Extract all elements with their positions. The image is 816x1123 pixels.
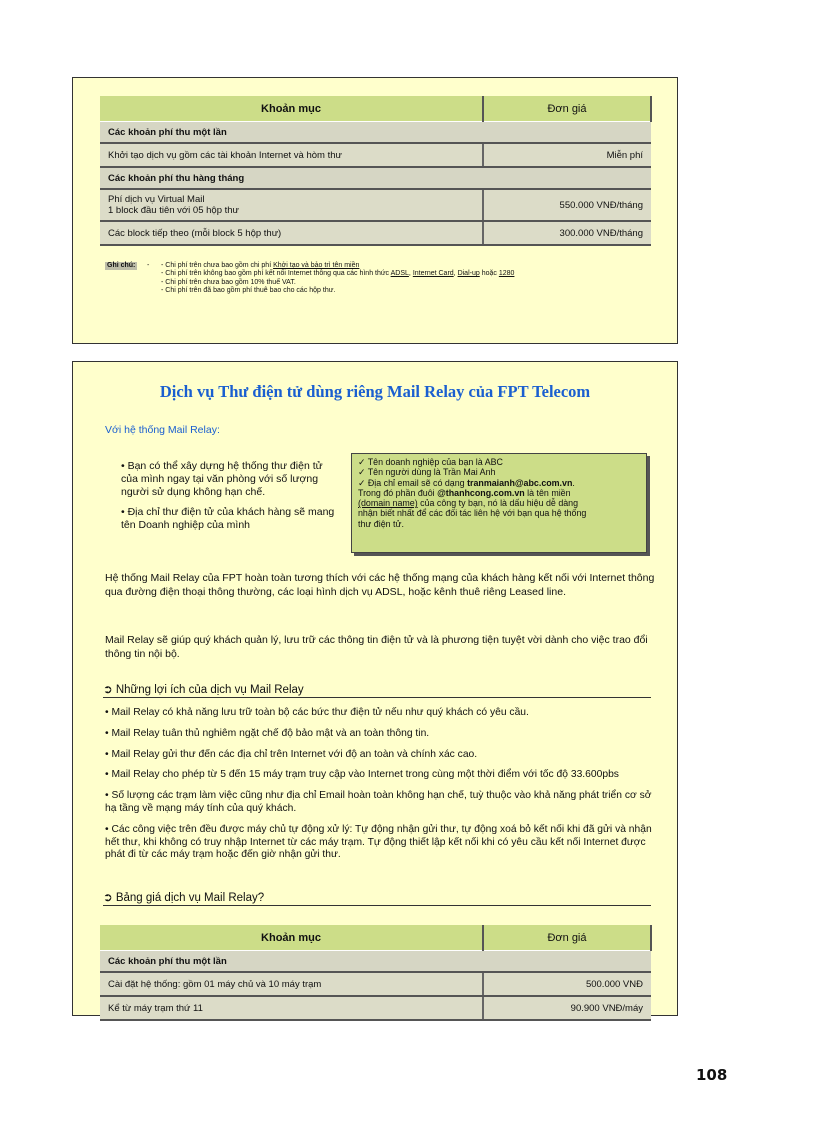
table-header-row <box>100 925 651 951</box>
row-price: 300.000 VNĐ/tháng <box>483 221 651 245</box>
note-link[interactable]: Khởi tạo và bảo trì tên miền <box>273 262 360 269</box>
note-item: - Chi phí trên đã bao gồm phí thuê bao cho các hộp thư. <box>161 287 336 295</box>
box-text: là tên miền <box>524 487 571 498</box>
row-price: 500.000 VNĐ <box>483 972 651 996</box>
box-text: của công ty bạn, nó là dấu hiệu dễ dàng <box>417 498 579 509</box>
box-line <box>358 498 640 508</box>
box-line: ✓ Tên người dùng là Trần Mai Anh <box>358 467 496 478</box>
mail-relay-price-table <box>100 925 652 1021</box>
notes-tag: Ghi chú: <box>107 262 136 269</box>
paragraph-management: Mail Relay sẽ giúp quý khách quản lý, lưu trữ các thông tin điện tử và là phương tiện tuyệt vời dành cho việc trao đổi thông tin nội bộ. <box>105 634 648 660</box>
note-item: - Chi phí trên chưa bao gồm 10% thuế VAT. <box>161 278 296 286</box>
virtual-mail-price-table <box>100 96 652 246</box>
notes-list <box>105 262 514 296</box>
list-item: • Các công việc trên đều được máy chủ tự động xử lý: Tự động nhận gửi thư, tự động xoá bỏ kết nối khi đã gửi và nhận hết thư, khi không có truy nhập Internet từ các máy trạm. Tự động thiết lập kết nối khi có yêu cầu kết nối Internet được phát đi từ các máy trạm hoặc đến giờ nhận gửi thư. <box>105 823 652 861</box>
list-item: • Mail Relay gửi thư đến các địa chỉ trên Internet với độ an toàn và chính xác cao. <box>105 748 478 760</box>
col-item-header: Khoản mục <box>100 96 483 122</box>
note-link-adsl[interactable]: ADSL <box>390 270 409 278</box>
section-row-once <box>100 951 651 973</box>
note-item: - Chi phí trên không bao gồm phí kết nối Internet thông qua các hình thức ADSL, Internet Card, Dial-up hoặc 1280 <box>161 270 515 278</box>
row-item: Khởi tạo dịch vụ gồm các tài khoản Internet và hòm thư <box>100 143 483 167</box>
table-header-row <box>100 96 651 122</box>
example-domain: @thanhcong.com.vn <box>437 487 525 498</box>
row-item: Cài đặt hệ thống: gồm 01 máy chủ và 10 máy trạm <box>100 972 483 996</box>
note-text: hoặc <box>481 270 497 278</box>
box-line: thư điện tử. <box>358 518 404 529</box>
note-text: - Chi phí trên chưa bao gồm chi phí <box>161 262 274 269</box>
row-price: Miễn phí <box>483 143 651 167</box>
notes-dash: - <box>147 262 150 269</box>
box-text: Trong đó phần đuôi <box>358 487 438 498</box>
notes-block <box>105 262 514 296</box>
note-link-1280[interactable]: 1280 <box>498 270 515 278</box>
slide-mail-relay <box>72 361 678 1016</box>
row-item-line2: 1 block đầu tiên với 05 hộp thư <box>108 205 239 216</box>
box-line <box>358 488 640 498</box>
table-row <box>100 972 651 996</box>
list-item: • Số lượng các trạm làm việc cũng như địa chỉ Email hoàn toàn không hạn chế, tuỳ thuộc vào khả năng phát triển cơ sở hạ tầng về mạng máy tính của quý khách. <box>105 790 652 814</box>
page-title: Dịch vụ Thư điện tử dùng riêng Mail Relay của FPT Telecom <box>159 382 591 401</box>
benefits-list <box>105 707 665 870</box>
col-item-header: Khoản mục <box>100 925 483 951</box>
bullet-item: • Địa chỉ thư điện tử của khách hàng sẽ mang tên Doanh nghiệp của mình <box>121 506 335 531</box>
row-price: 90.900 VNĐ/máy <box>483 996 651 1020</box>
box-line: nhận biết nhất để các đối tác liên hệ với bạn qua hệ thống <box>358 508 587 519</box>
paragraph-compatibility: Hệ thống Mail Relay của FPT hoàn toàn tương thích với các hệ thống mạng của khách hàng kết nối với Internet thông qua đường điện thoại thông thường, các loại hình dịch vụ ADSL, hoặc kênh thuê riêng Leased line. <box>105 572 655 598</box>
list-item: • Mail Relay có khả năng lưu trữ toàn bộ các bức thư điện tử nếu như quý khách có yêu cầu. <box>105 707 529 718</box>
section-label: Các khoản phí thu hàng tháng <box>100 167 651 189</box>
table-row <box>100 143 651 167</box>
row-item: Kể từ máy trạm thứ 11 <box>100 996 483 1020</box>
col-price-header: Đơn giá <box>483 96 651 122</box>
example-info-box <box>351 453 647 553</box>
box-text: . <box>572 477 575 488</box>
list-item: • Mail Relay tuân thủ nghiêm ngặt chế độ bảo mật và an toàn thông tin. <box>105 727 430 739</box>
row-item-line1: Phí dịch vụ Virtual Mail <box>108 194 205 205</box>
col-price-header: Đơn giá <box>483 925 651 951</box>
row-item: Các block tiếp theo (mỗi block 5 hộp thư) <box>100 221 483 245</box>
box-line: ✓ Tên doanh nghiệp của bạn là ABC <box>358 457 503 467</box>
slide-virtual-mail-pricing <box>72 77 678 344</box>
note-link-internet-card[interactable]: Internet Card <box>412 270 454 278</box>
row-item <box>100 189 483 221</box>
section-label: Các khoản phí thu một lần <box>100 951 651 973</box>
section-row-once <box>100 122 651 144</box>
section-label: Các khoản phí thu một lần <box>100 122 651 144</box>
box-line <box>358 478 640 488</box>
bullet-item: • Bạn có thể xây dựng hệ thống thư điện tử của mình ngay tại văn phòng với số lượng người sử dụng không hạn chế. <box>121 460 323 498</box>
note-link-dialup[interactable]: Dial-up <box>457 270 480 278</box>
domain-name-link[interactable]: (domain name) <box>358 498 418 509</box>
price-heading: ➲ Bảng giá dịch vụ Mail Relay? <box>103 890 651 906</box>
example-email: tranmaianh@abc.com.vn <box>467 477 573 488</box>
box-text: ✓ Địa chỉ email sẽ có dạng <box>358 477 468 488</box>
section-row-monthly <box>100 167 651 189</box>
list-item: • Mail Relay cho phép từ 5 đến 15 máy trạm truy cập vào Internet trong cùng một thời điểm với tốc độ 33.600pbs <box>105 769 619 781</box>
benefits-heading: ➲ Những lợi ích của dịch vụ Mail Relay <box>103 682 651 698</box>
note-text: - Chi phí trên không bao gồm phí kết nối Internet thông qua các hình thức <box>161 270 391 278</box>
table-row <box>100 221 651 245</box>
page-number: 108 <box>696 1066 728 1084</box>
left-bullets <box>121 460 341 539</box>
table-row <box>100 996 651 1020</box>
table-row <box>100 189 651 221</box>
intro-text: Với hệ thống Mail Relay: <box>105 424 220 436</box>
row-price: 550.000 VNĐ/tháng <box>483 189 651 221</box>
